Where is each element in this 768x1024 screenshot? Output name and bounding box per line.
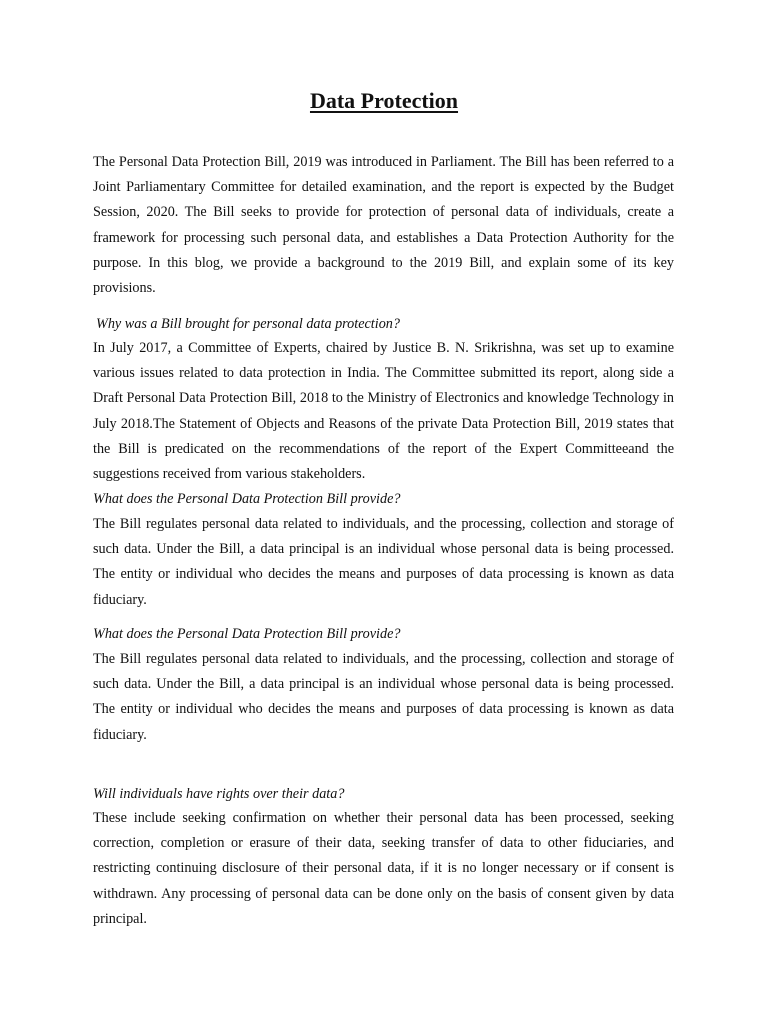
- section-heading-why-bill: Why was a Bill brought for personal data protection?: [96, 316, 400, 332]
- section-body-bill-provides: The Bill regulates personal data related to individuals, and the processing, collection and storage of such data. Under the Bill, a data principal is an individual whose personal data is being processed. The entity or individual who decides the means and purposes of data processing is known as data fiduciary.: [93, 516, 674, 608]
- section-heading-bill-provides-repeat: What does the Personal Data Protection Bill provide?: [93, 626, 401, 642]
- section-body-individual-rights: These include seeking confirmation on whether their personal data has been processed, seeking correction, completion or erasure of their data, seeking transfer of data to other fiduciaries, and restricting continuing disclosure of their personal data, if it is no longer necessary or if consent is withdrawn. Any processing of personal data can be done only on the basis of consent given by data principal.: [93, 810, 674, 927]
- page-title: [0, 86, 768, 116]
- intro-paragraph: The Personal Data Protection Bill, 2019 was introduced in Parliament. The Bill has been referred to a Joint Parliamentary Committee for detailed examination, and the report is expected by the Budget Session, 2020. The Bill seeks to provide for protection of personal data of individuals, create a framework for processing such personal data, and establishes a Data Protection Authority for the purpose. In this blog, we provide a background to the 2019 Bill, and explain some of its key provisions.: [93, 154, 674, 297]
- section-heading-bill-provides: What does the Personal Data Protection Bill provide?: [93, 491, 401, 507]
- page-title-text: Data Protection: [309, 88, 459, 113]
- section-heading-individual-rights: Will individuals have rights over their data?: [93, 786, 345, 802]
- section-body-why-bill: In July 2017, a Committee of Experts, chaired by Justice B. N. Srikrishna, was set up to examine various issues related to data protection in India. The Committee submitted its report, along side a Draft Personal Data Protection Bill, 2018 to the Ministry of Electronics and knowledge Technology in July 2018.The Statement of Objects and Reasons of the private Data Protection Bill, 2019 states that the Bill is predicated on the recommendations of the report of the Expert Committeeand the suggestions received from various stakeholders.: [93, 340, 674, 483]
- section-body-bill-provides-repeat: The Bill regulates personal data related to individuals, and the processing, collection and storage of such data. Under the Bill, a data principal is an individual whose personal data is being processed. The entity or individual who decides the means and purposes of data processing is known as data fiduciary.: [93, 651, 674, 743]
